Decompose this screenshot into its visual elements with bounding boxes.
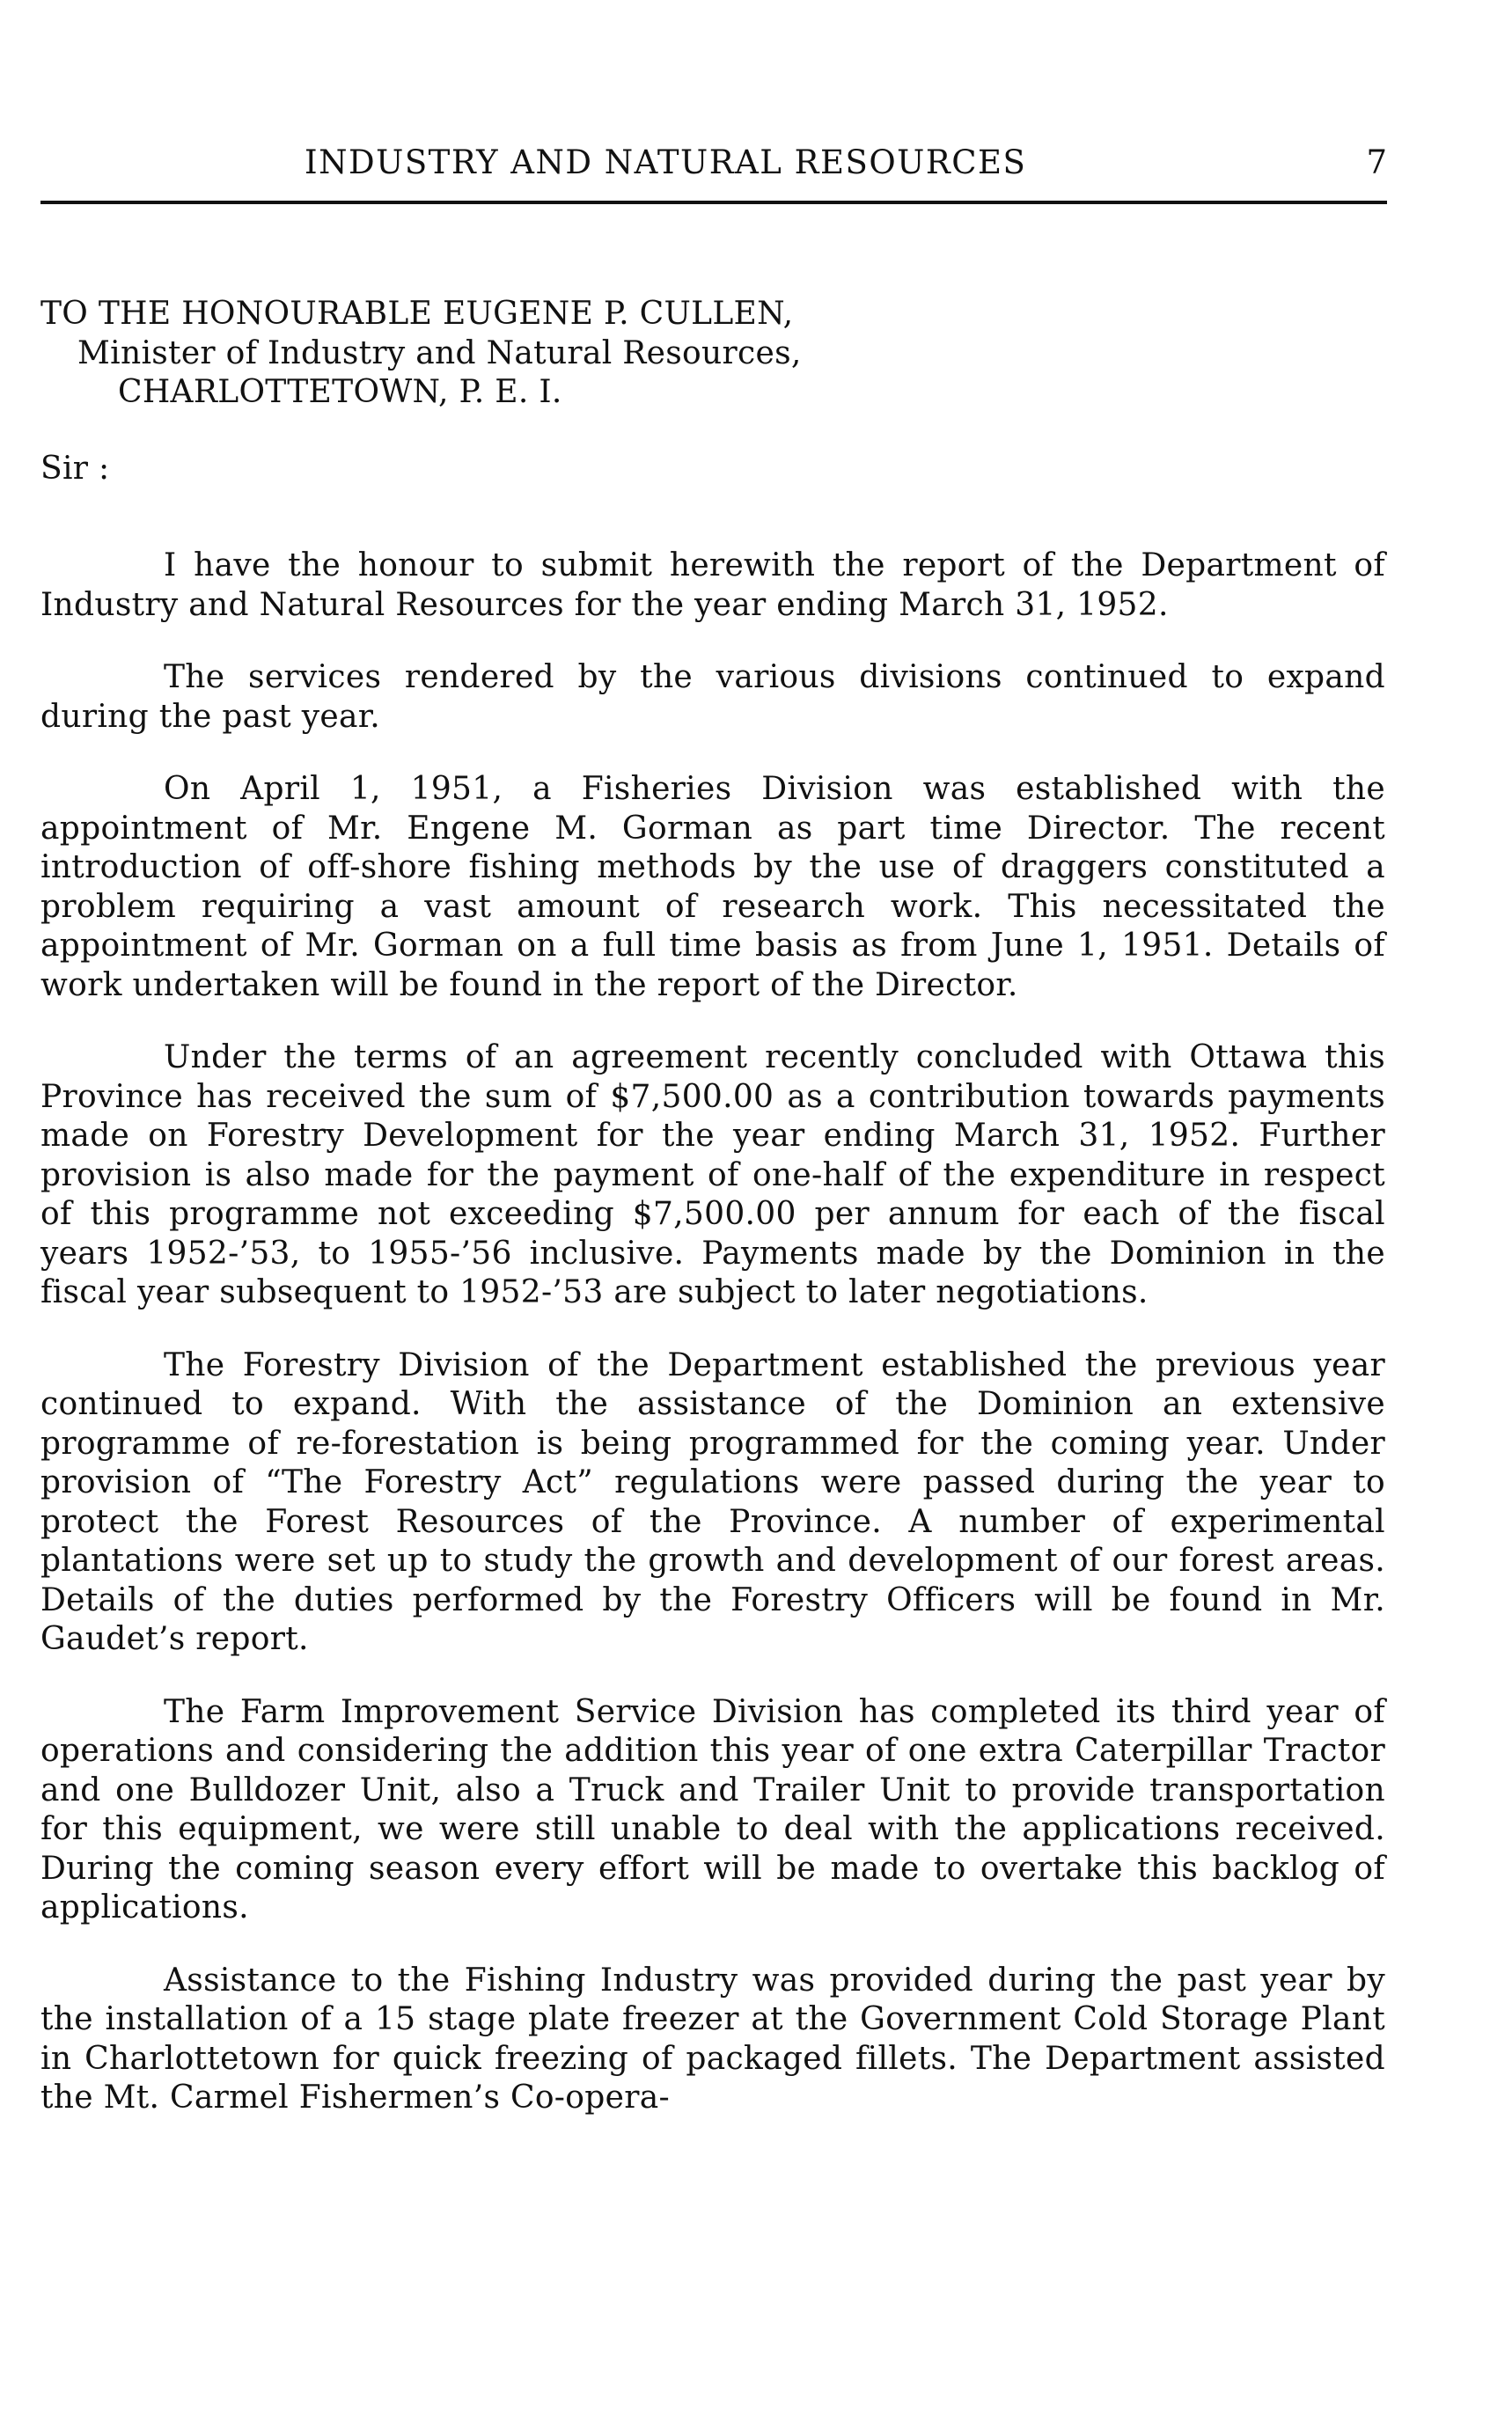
address-line-title: Minister of Industry and Natural Resources, [77, 334, 802, 371]
paragraph-services: The services rendered by the various divisions continued to expand during the past year. [40, 659, 1385, 735]
address-line-city: CHARLOTTETOWN, P. E. I. [118, 374, 562, 410]
page-number: 7 [1366, 143, 1387, 181]
running-header [40, 141, 1387, 185]
paragraph-forestry-division: The Forestry Division of the Department established the previous year continued to expand. With the assistance of the Dominion an extensive programme of re-forestation is being programmed for the coming year. Under provision of “The Forestry Act” regulations were passed during the year to protect the Forest Resources of the Province. A number of experimental plantations were set up to study the growth and development of our forest areas. Details of the duties performed by the Forestry Officers will be found in Mr. Gaudet’s report. [40, 1346, 1385, 1657]
paragraph-fisheries-division: On April 1, 1951, a Fisheries Division was established with the appointment of Mr. Engene M. Gorman as part time Director. The recent introduction of off-shore fishing methods by the use of draggers constituted a problem requiring a vast amount of research work. This necessitated the appointment of Mr. Gorman on a full time basis as from June 1, 1951. Details of work undertaken will be found in the report of the Director. [40, 771, 1385, 1003]
paragraph-fishing-industry: Assistance to the Fishing Industry was provided during the past year by the installation of a 15 stage plate freezer at the Government Cold Storage Plant in Charlottetown for quick freezing of packaged fillets. The Department assisted the Mt. Carmel Fishermen’s Co-opera- [40, 1962, 1385, 2116]
paragraph-forestry-agreement: Under the terms of an agreement recently concluded with Ottawa this Province has received the sum of $7,500.00 as a contribution towards payments made on Forestry Development for the year ending March 31, 1952. Further provision is also made for the payment of one-half of the expenditure in respect of this programme not exceeding $7,500.00 per annum for each of the fiscal years 1952-’53, to 1955-’56 inclusive. Payments made by the Dominion in the fiscal year subsequent to 1952-’53 are subject to later negotiations. [40, 1039, 1385, 1310]
paragraph-farm-improvement: The Farm Improvement Service Division has completed its third year of operations and considering the addition this year of one extra Caterpillar Tractor and one Bulldozer Unit, also a Truck and Trailer Unit to provide transportation for this equipment, we were still unable to deal with the applications received. During the coming season every effort will be made to overtake this backlog of applications. [40, 1693, 1385, 1926]
paragraph-submission: I have the honour to submit herewith the report of the Department of Industry and Natural Resources for the year ending March 31, 1952. [40, 547, 1385, 623]
header-rule [40, 201, 1387, 204]
running-title: INDUSTRY AND NATURAL RESOURCES [305, 143, 1027, 181]
salutation: Sir : [40, 450, 110, 487]
address-line-recipient: TO THE HONOURABLE EUGENE P. CULLEN, [40, 296, 794, 332]
address-block [40, 295, 1385, 413]
letter-body [40, 295, 1385, 2152]
